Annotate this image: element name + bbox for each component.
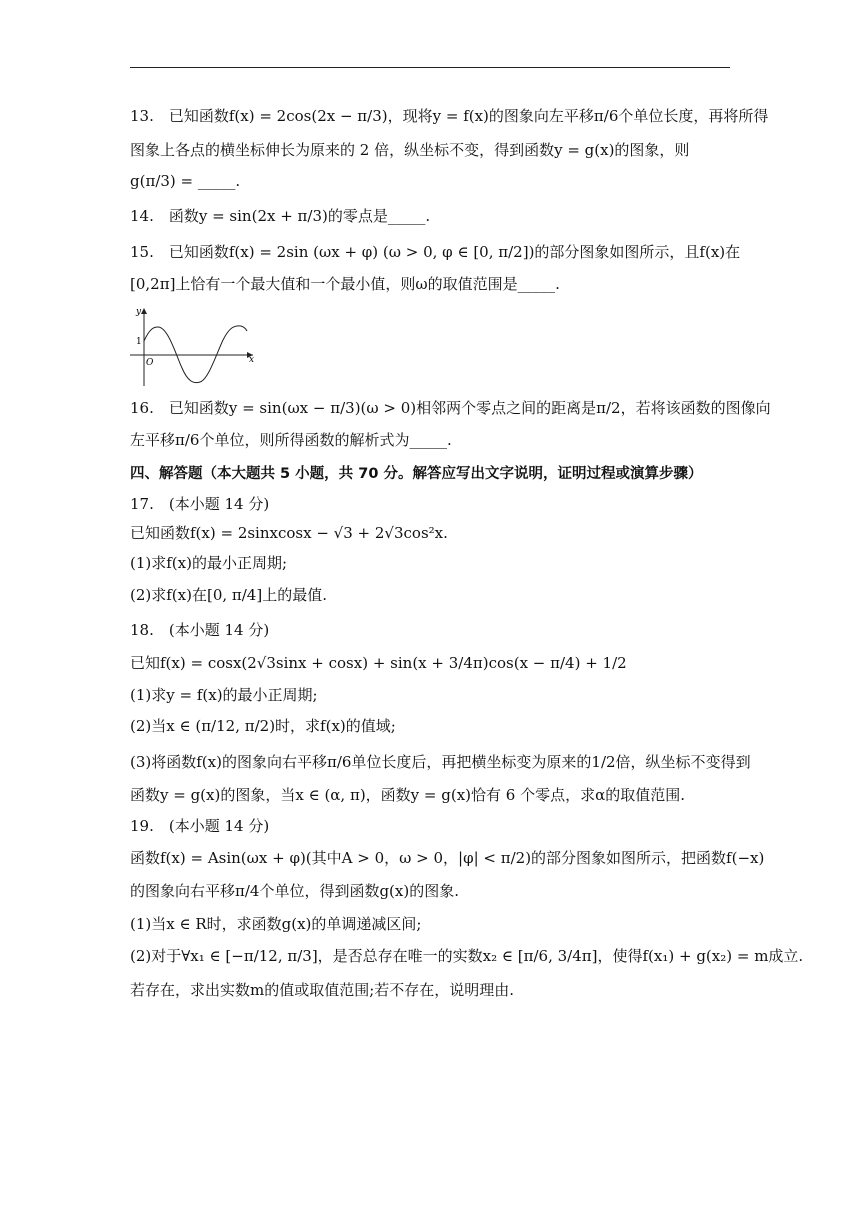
q19-part2-line-1: (2)对于∀x₁ ∈ [−π/12, π/3]，是否总存在唯一的实数x₂ ∈ [π/6, 3/4π]，使得f(x₁) + g(x₂) = m成立. — [130, 947, 804, 965]
q13-line-1: 13. 已知函数f(x) = 2cos(2x − π/3)，现将y = f(x)的图象向左平移π/6个单位长度，再将所得 — [130, 107, 769, 125]
q18-part3-line-2: 函数y = g(x)的图象，当x ∈ (α, π)，函数y = g(x)恰有 6 个零点，求α的取值范围. — [130, 786, 685, 804]
q19-title: 19. (本小题 14 分) — [130, 817, 270, 835]
origin-label: O — [146, 358, 154, 368]
q18-title: 18. (本小题 14 分) — [130, 621, 270, 639]
q17-stem: 已知函数f(x) = 2sinxcosx − √3 + 2√3cos²x. — [130, 524, 448, 542]
y-axis-arrow — [141, 308, 147, 314]
q17-part1: (1)求f(x)的最小正周期; — [130, 554, 288, 572]
q17-title: 17. (本小题 14 分) — [130, 495, 270, 513]
y-tick-label: 1 — [136, 337, 142, 347]
q17-part2: (2)求f(x)在[0, π/4]上的最值. — [130, 586, 327, 604]
q18-stem: 已知f(x) = cosx(2√3sinx + cosx) + sin(x + 3/4π)cos(x − π/4) + 1/2 — [130, 654, 627, 672]
q18-part2: (2)当x ∈ (π/12, π/2)时，求f(x)的值域; — [130, 717, 396, 735]
section-heading: 四、解答题（本大题共 5 小题，共 70 分。解答应写出文字说明，证明过程或演算步骤） — [130, 466, 703, 482]
y-axis-label: y — [136, 307, 142, 317]
q16-line-2: 左平移π/6个单位，则所得函数的解析式为_____. — [130, 431, 452, 449]
q15-line-1: 15. 已知函数f(x) = 2sin (ωx + φ) (ω > 0, φ ∈ [0, π/2])的部分图象如图所示，且f(x)在 — [130, 243, 741, 261]
q19-stem-line-2: 的图象向右平移π/4个单位，得到函数g(x)的图象. — [130, 882, 459, 900]
q18-part1: (1)求y = f(x)的最小正周期; — [130, 686, 318, 704]
x-axis-label: x — [249, 355, 255, 365]
q19-part2-line-2: 若存在，求出实数m的值或取值范围;若不存在，说明理由. — [130, 981, 515, 999]
q16-line-1: 16. 已知函数y = sin(ωx − π/3)(ω > 0)相邻两个零点之间的距离是π/2，若将该函数的图像向 — [130, 399, 771, 417]
q18-part3-line-1: (3)将函数f(x)的图象向右平移π/6单位长度后，再把横坐标变为原来的1/2倍，纵坐标不变得到 — [130, 753, 751, 771]
sine-curve — [144, 326, 247, 383]
q15-line-2: [0,2π]上恰有一个最大值和一个最小值，则ω的取值范围是_____. — [130, 275, 560, 293]
header-rule — [130, 67, 730, 68]
q15-sine-graph — [128, 300, 258, 390]
q13-line-2: 图象上各点的横坐标伸长为原来的 2 倍，纵坐标不变，得到函数y = g(x)的图象，则 — [130, 141, 690, 159]
q19-part1: (1)当x ∈ R时，求函数g(x)的单调递减区间; — [130, 915, 422, 933]
q13-line-3: g(π/3) = _____. — [130, 172, 241, 190]
q14-line: 14. 函数y = sin(2x + π/3)的零点是_____. — [130, 207, 431, 225]
q19-stem-line-1: 函数f(x) = Asin(ωx + φ)(其中A > 0，ω > 0，|φ| < π/2)的部分图象如图所示，把函数f(−x) — [130, 849, 765, 867]
